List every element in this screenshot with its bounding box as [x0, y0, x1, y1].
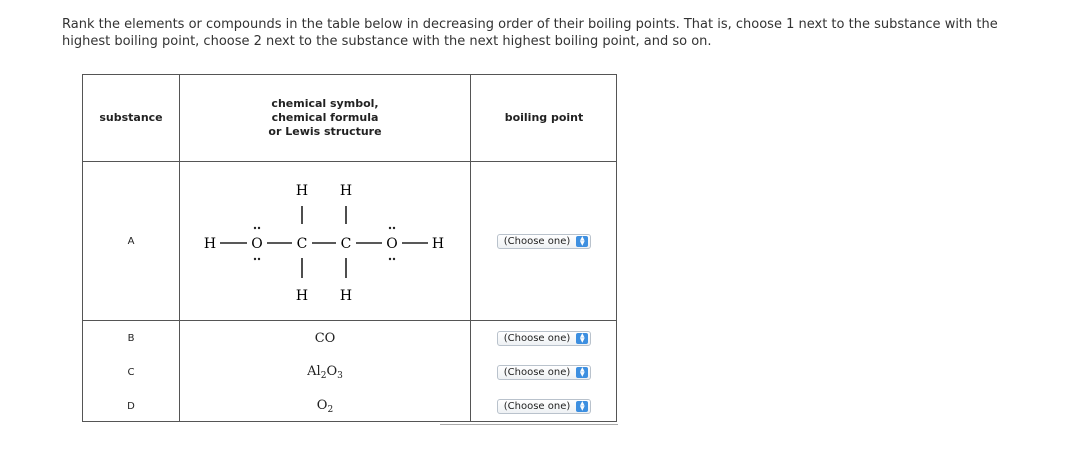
row-b-boiling-point-cell — [471, 321, 617, 355]
lewis-atom-o: O — [386, 236, 398, 252]
lone-pair-dot — [258, 227, 260, 229]
boiling-point-select-c[interactable] — [497, 365, 592, 380]
lewis-atom-c: C — [340, 236, 352, 252]
lewis-atom-h: H — [295, 183, 309, 199]
row-c-letter — [83, 355, 179, 389]
lewis-atom-h: H — [203, 236, 217, 252]
row-c-boiling-point-cell — [471, 355, 617, 389]
formula-element-o: O — [326, 363, 338, 379]
lone-pair-dot — [254, 258, 256, 260]
formula-element-al: Al — [307, 363, 321, 379]
select-label: (Choose one) — [503, 400, 571, 412]
lone-pair-dot — [389, 227, 391, 229]
lewis-structure-svg — [180, 162, 470, 320]
row-b-letter — [83, 321, 179, 355]
lewis-atom-c: C — [296, 236, 308, 252]
formula-element-o: O — [316, 397, 328, 413]
select-label: (Choose one) — [503, 332, 571, 344]
select-arrows-icon: ▲ ▼ — [576, 333, 588, 344]
header-structure-line2: chemical formula — [271, 111, 379, 124]
boiling-point-select-d[interactable] — [497, 399, 592, 414]
row-a-boiling-point-cell — [471, 162, 617, 320]
lone-pair-dot — [393, 258, 395, 260]
formula-text: CO — [314, 330, 336, 346]
substance-letter: D — [127, 400, 135, 412]
header-structure-line1: chemical symbol, — [271, 97, 379, 110]
row-d-letter — [83, 389, 179, 423]
formula-text — [317, 398, 333, 415]
header-substance-label: substance — [99, 111, 163, 124]
formula-subscript: 3 — [337, 370, 343, 381]
lone-pair-dot — [393, 227, 395, 229]
lewis-atom-h: H — [339, 288, 353, 304]
header-substance — [83, 75, 179, 161]
header-structure-line3: or Lewis structure — [268, 125, 382, 138]
select-arrows-icon: ▲ ▼ — [576, 236, 588, 247]
select-label: (Choose one) — [503, 366, 571, 378]
header-structure — [180, 75, 470, 161]
formula-al2o3 — [180, 355, 470, 389]
header-boiling-point — [471, 75, 617, 161]
select-arrows-icon: ▲ ▼ — [576, 367, 588, 378]
instructions-text: Rank the elements or compounds in the table below in decreasing order of their boiling points. That is, choose 1 next to the substance with the highest boiling point, choose 2 next to the substance with the next highest boiling point, and so on. — [62, 17, 998, 49]
lewis-atom-h: H — [295, 288, 309, 304]
select-arrows-icon: ▲ ▼ — [576, 401, 588, 412]
substance-letter: B — [127, 332, 135, 344]
formula-text — [307, 364, 343, 381]
row-d-boiling-point-cell — [471, 389, 617, 423]
select-label: (Choose one) — [503, 235, 571, 247]
row-a-letter — [83, 162, 179, 320]
lewis-atom-o: O — [251, 236, 263, 252]
lone-pair-dot — [389, 258, 391, 260]
formula-co — [180, 321, 470, 355]
bottom-divider — [440, 424, 618, 425]
formula-o2 — [180, 389, 470, 423]
formula-subscript: 2 — [320, 370, 327, 381]
formula-subscript: 2 — [327, 404, 334, 415]
ranking-table — [82, 74, 617, 422]
substance-letter: C — [127, 366, 135, 378]
lone-pair-dot — [254, 227, 256, 229]
lewis-structure-ethylene-glycol — [180, 162, 470, 320]
lewis-atom-h: H — [431, 236, 445, 252]
boiling-point-select-a[interactable] — [497, 234, 592, 249]
boiling-point-select-b[interactable] — [497, 331, 592, 346]
substance-letter: A — [127, 235, 135, 247]
header-boiling-point-label: boiling point — [504, 111, 584, 124]
lone-pair-dot — [258, 258, 260, 260]
lewis-atom-h: H — [339, 183, 353, 199]
